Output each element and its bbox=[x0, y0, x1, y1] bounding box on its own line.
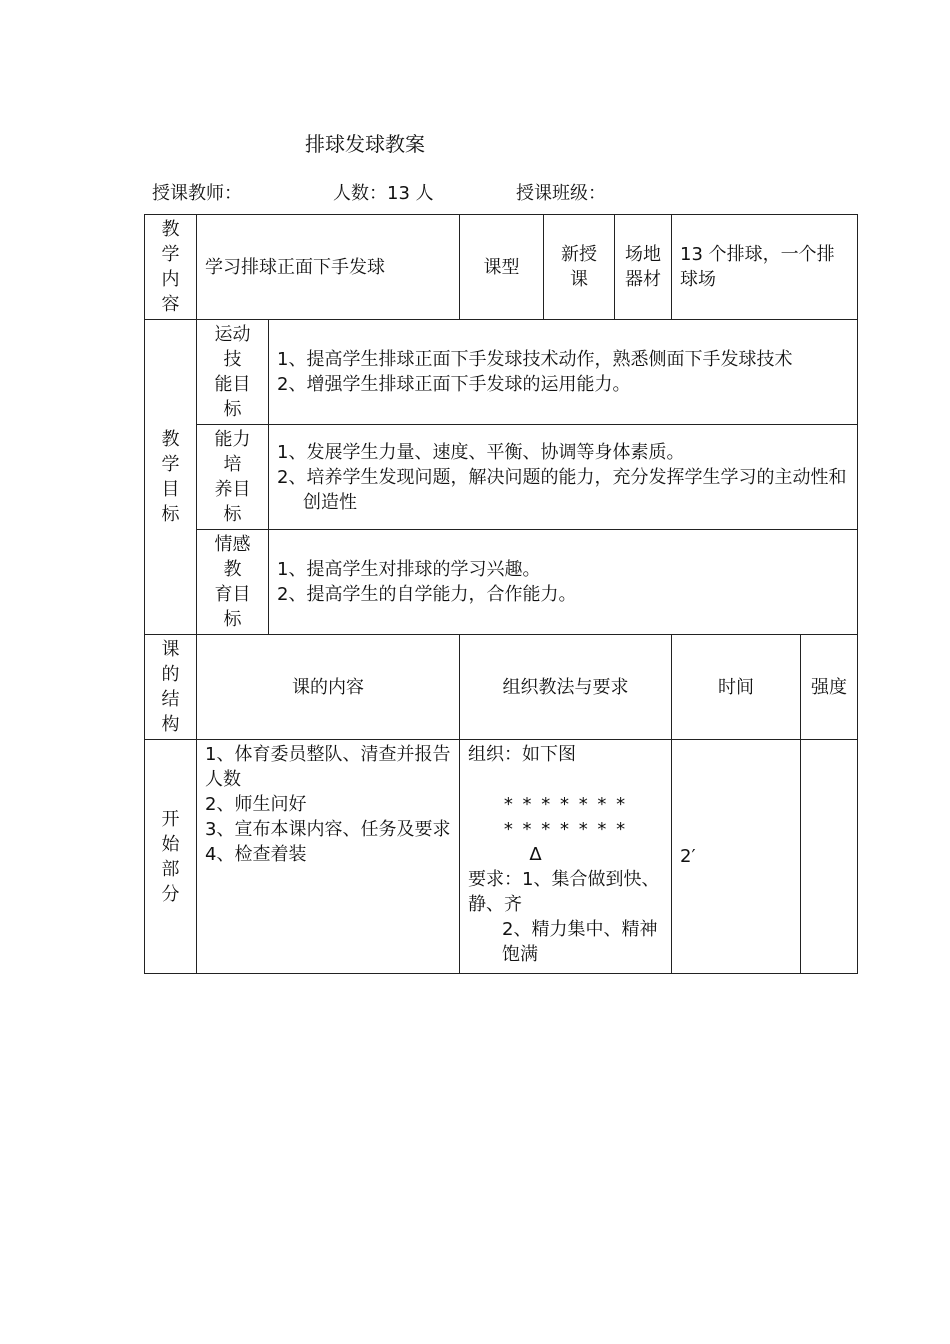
time-header: 时间 bbox=[672, 635, 801, 740]
class-label: 授课班级： bbox=[516, 183, 606, 204]
page-title: 排球发球教案 bbox=[305, 132, 425, 156]
lesson-plan-table bbox=[144, 214, 858, 974]
goal-text: 1、提高学生排球正面下手发球技术动作，熟悉侧面下手发球技术 2、增强学生排球正面下手发球的运用能力。 bbox=[269, 320, 858, 425]
goal-sublabel: 运动 技 能目 标 bbox=[197, 320, 269, 425]
type-value: 新授 课 bbox=[544, 215, 615, 320]
method-header: 组织教法与要求 bbox=[460, 635, 672, 740]
formation-row: * * * * * * * bbox=[503, 819, 628, 840]
content-row bbox=[145, 215, 858, 320]
type-label: 课型 bbox=[460, 215, 544, 320]
start-label: 开 始 部 分 bbox=[145, 740, 197, 974]
goals-label: 教 学 目 标 bbox=[145, 320, 197, 635]
teacher-label: 授课教师： bbox=[152, 183, 242, 204]
goal-row bbox=[145, 320, 858, 425]
structure-label: 课 的 结 构 bbox=[145, 635, 197, 740]
formation-row: * * * * * * * bbox=[503, 794, 628, 815]
start-content: 1、体育委员整队、清查并报告人数 2、师生问好 3、宣布本课内容、任务及要求 4、检查着装 bbox=[197, 740, 460, 974]
goal-text: 1、提高学生对排球的学习兴趣。 2、提高学生的自学能力，合作能力。 bbox=[269, 530, 858, 635]
student-count: 人数：13 人 bbox=[333, 183, 434, 204]
teacher-marker: Δ bbox=[529, 844, 542, 865]
content-value: 学习排球正面下手发球 bbox=[197, 215, 460, 320]
intensity-header: 强度 bbox=[801, 635, 858, 740]
start-method: 组织：如下图 * * * * * * * * * * * * * * Δ 要求：1、集合做到快、静、齐 2、精力集中、精神饱满 bbox=[460, 740, 672, 974]
goal-row bbox=[145, 425, 858, 530]
content-label: 教 学 内 容 bbox=[145, 215, 197, 320]
structure-header-row bbox=[145, 635, 858, 740]
equipment-value: 13 个排球，一个排球场 bbox=[672, 215, 858, 320]
start-time: 2′ bbox=[672, 740, 801, 974]
start-section-row bbox=[145, 740, 858, 974]
content-header: 课的内容 bbox=[197, 635, 460, 740]
goal-row bbox=[145, 530, 858, 635]
goal-text: 1、发展学生力量、速度、平衡、协调等身体素质。 2、培养学生发现问题，解决问题的能力，充分发挥学生学习的主动性和创造性 bbox=[269, 425, 858, 530]
equipment-label: 场地 器材 bbox=[615, 215, 672, 320]
start-intensity bbox=[801, 740, 858, 974]
goal-sublabel: 情感 教 育目 标 bbox=[197, 530, 269, 635]
goal-sublabel: 能力 培 养目 标 bbox=[197, 425, 269, 530]
